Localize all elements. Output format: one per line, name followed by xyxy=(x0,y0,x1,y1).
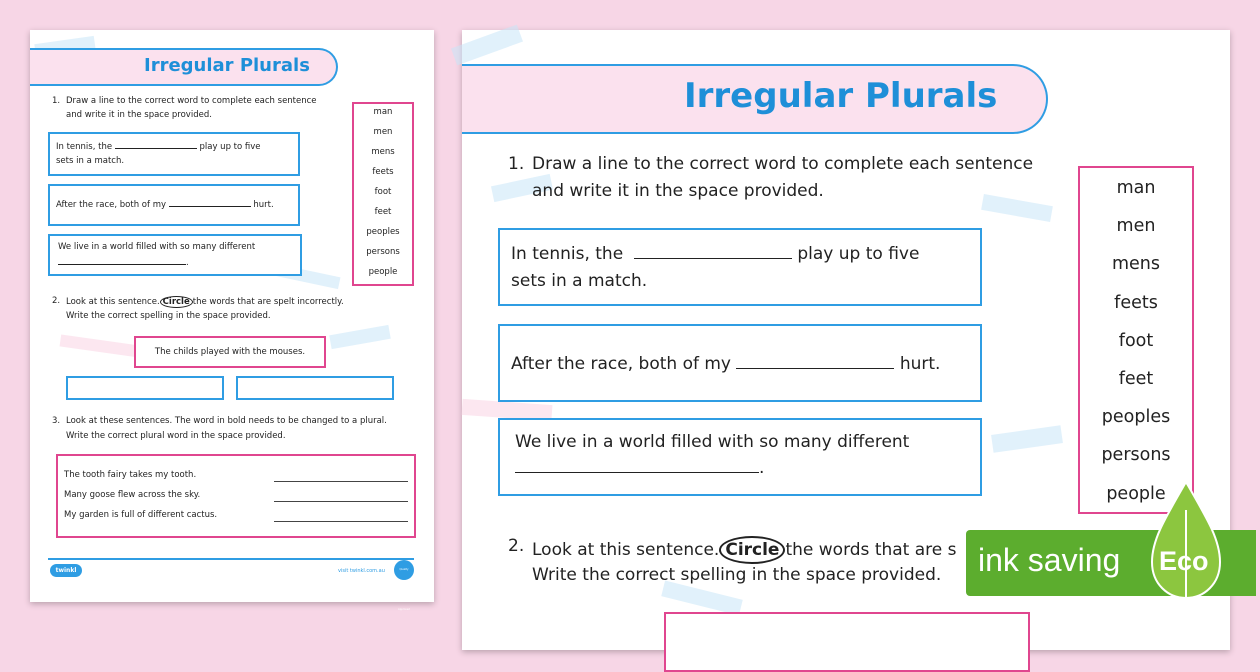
q1-instruction: Draw a line to the correct word to complete each sentence xyxy=(66,96,317,106)
decoration xyxy=(329,325,391,349)
sentence-box-3 xyxy=(48,234,302,276)
sentence-1-start: In tennis, the xyxy=(511,244,624,264)
sentence-1-line2: sets in a match. xyxy=(56,156,125,166)
decoration xyxy=(661,581,742,616)
footer-url: visit twinkl.com.au xyxy=(338,568,385,574)
worksheet-thumbnail xyxy=(30,30,434,611)
sentence-2-end: hurt. xyxy=(253,200,274,210)
plural-sentence-2: Many goose flew across the sky. xyxy=(64,490,201,500)
misspelled-sentence: The childs played with the mouses. xyxy=(154,347,306,357)
q1-instruction-2: and write it in the space provided. xyxy=(532,181,824,201)
answer-blank[interactable] xyxy=(58,264,186,265)
misspelled-sentence-box xyxy=(664,612,1030,672)
word-bank-item[interactable]: peoples xyxy=(366,227,400,237)
circle-word: Circle xyxy=(719,536,785,564)
word-bank xyxy=(352,102,414,286)
q2-instruction-2: Write the correct spelling in the space provided. xyxy=(532,565,942,585)
word-bank-item[interactable]: feet xyxy=(374,207,392,217)
sentence-1-start: In tennis, the xyxy=(56,142,113,152)
answer-line[interactable] xyxy=(274,521,408,522)
q3-instruction: Look at these sentences. The word in bold needs to be changed to a plural. xyxy=(66,416,387,426)
q3-instruction-2: Write the correct plural word in the space provided. xyxy=(66,431,286,441)
q1-number: 1. xyxy=(52,96,61,106)
plural-sentences-box xyxy=(56,454,416,538)
word-bank-item[interactable]: feet xyxy=(1118,369,1154,389)
ink-saving-label: ink saving xyxy=(978,542,1121,578)
sentence-2-start: After the race, both of my xyxy=(56,200,166,210)
sentence-box-3 xyxy=(498,418,982,496)
sentence-3-line1: We live in a world filled with so many different xyxy=(58,242,256,252)
sentence-3-end: . xyxy=(759,458,765,478)
q2-instruction-start: Look at this sentence. xyxy=(66,297,160,307)
answer-blank[interactable] xyxy=(169,206,251,207)
word-bank-item[interactable]: feets xyxy=(1114,292,1158,313)
sentence-1-end: play up to five xyxy=(199,142,261,152)
word-bank-item[interactable]: men xyxy=(373,127,393,137)
answer-box-1[interactable] xyxy=(66,376,224,400)
page-title: Irregular Plurals xyxy=(144,55,310,76)
sentence-3-line1: We live in a world filled with so many different xyxy=(515,432,910,452)
misspelled-sentence-box xyxy=(134,336,326,368)
q1-number: 1. xyxy=(508,154,525,174)
footer-divider xyxy=(48,558,414,560)
word-bank-item[interactable]: mens xyxy=(371,147,395,157)
q2-instruction-start: Look at this sentence. xyxy=(532,540,720,560)
word-bank-item[interactable]: man xyxy=(373,107,393,117)
page-title: Irregular Plurals xyxy=(684,76,998,116)
plural-sentence-3: My garden is full of different cactus. xyxy=(64,510,218,520)
decoration xyxy=(60,334,141,357)
sentence-2-start: After the race, both of my xyxy=(511,354,731,374)
answer-blank[interactable] xyxy=(634,258,792,259)
sentence-box-2 xyxy=(48,184,300,226)
sentence-box-1 xyxy=(48,132,300,176)
answer-blank[interactable] xyxy=(515,472,759,473)
decoration xyxy=(981,194,1053,222)
answer-blank[interactable] xyxy=(736,368,894,369)
q2-instruction-end: the words that are spelt incorrectly. xyxy=(192,297,344,307)
eco-label: Eco xyxy=(1159,546,1209,576)
word-bank-item[interactable]: persons xyxy=(366,247,400,257)
word-bank-item[interactable]: men xyxy=(1116,216,1156,237)
answer-blank[interactable] xyxy=(115,148,197,149)
q2-number: 2. xyxy=(508,536,525,556)
word-bank-item[interactable]: persons xyxy=(1101,445,1171,466)
circle-word: Circle xyxy=(160,296,193,308)
answer-box-2[interactable] xyxy=(236,376,394,400)
word-bank-item[interactable]: mens xyxy=(1111,254,1161,275)
sentence-box-2 xyxy=(498,324,982,402)
word-bank xyxy=(1078,166,1194,514)
word-bank-item[interactable]: foot xyxy=(1118,330,1154,351)
q1-instruction: Draw a line to the correct word to complete each sentence xyxy=(532,154,1034,174)
quality-badge: Quality Standard Approved xyxy=(394,560,414,580)
answer-line[interactable] xyxy=(274,501,408,502)
word-bank-item[interactable]: peoples xyxy=(1101,407,1171,428)
plural-sentence-1: The tooth fairy takes my tooth. xyxy=(64,470,197,480)
q2-number: 2. xyxy=(52,296,61,306)
answer-line[interactable] xyxy=(274,481,408,482)
decoration xyxy=(451,25,523,66)
q2-instruction-2: Write the correct spelling in the space provided. xyxy=(66,311,271,321)
q3-number: 3. xyxy=(52,416,61,426)
q1-instruction-2: and write it in the space provided. xyxy=(66,110,212,120)
word-bank-item[interactable]: people xyxy=(368,267,398,277)
q2-instruction-end: the words that are s xyxy=(785,540,957,560)
decoration xyxy=(991,425,1063,453)
sentence-2-end: hurt. xyxy=(899,354,941,374)
sentence-box-1 xyxy=(498,228,982,306)
twinkl-logo: twinkl xyxy=(50,564,82,577)
word-bank-item[interactable]: people xyxy=(1106,483,1166,504)
word-bank-item[interactable]: foot xyxy=(374,187,392,197)
sentence-1-end: play up to five xyxy=(797,244,920,264)
word-bank-item[interactable]: man xyxy=(1116,178,1156,198)
sentence-3-end: . xyxy=(186,258,189,268)
word-bank-item[interactable]: feets xyxy=(372,167,394,177)
sentence-1-line2: sets in a match. xyxy=(511,271,648,291)
